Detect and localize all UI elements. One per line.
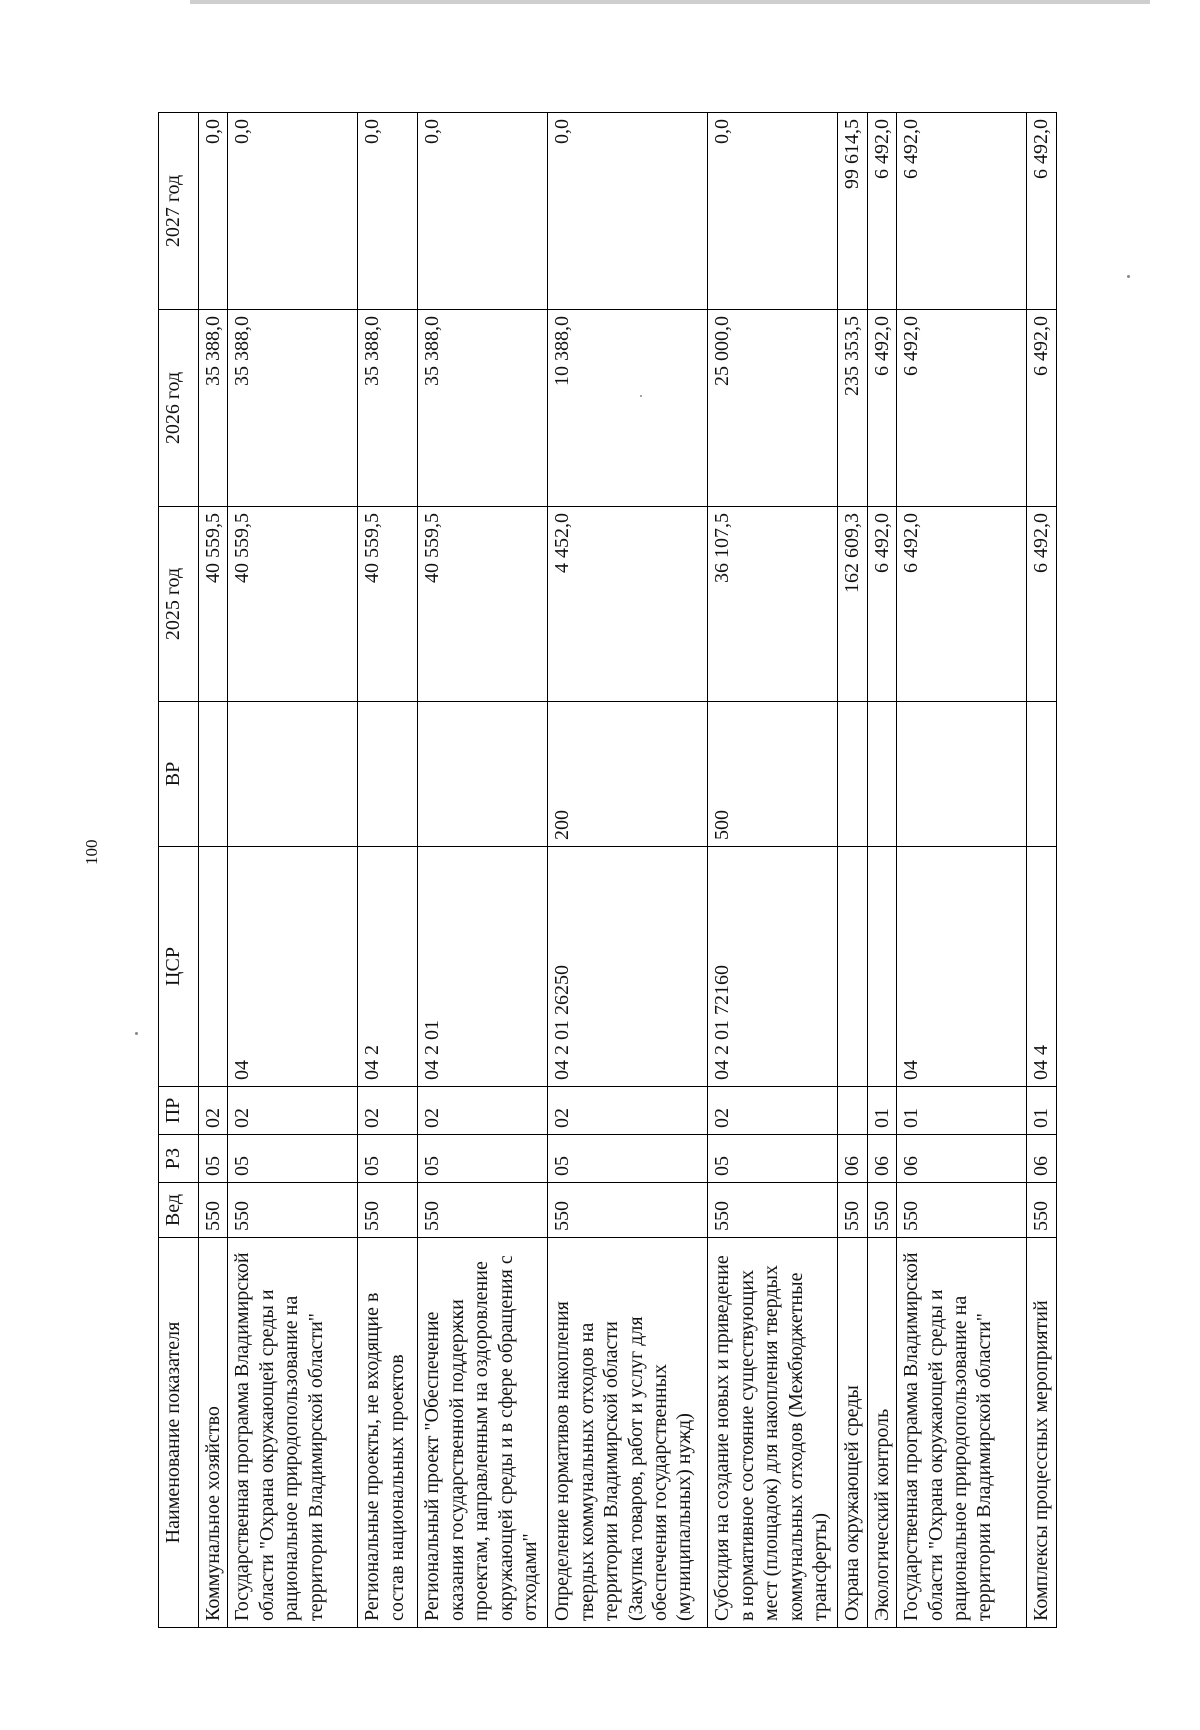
table-row [708,113,838,1628]
table-row [548,113,708,1628]
row-2027: 6 492,0 [1027,113,1056,310]
row-2026: 35 388,0 [228,310,358,507]
row-rz: 06 [1027,1135,1056,1183]
row-2025: 6 492,0 [897,507,1027,702]
table-row [358,113,418,1628]
row-ved: 550 [897,1183,1027,1238]
row-ved: 550 [199,1183,228,1238]
row-2027: 99 614,5 [838,113,867,310]
table-header-row [159,113,199,1628]
row-2025: 4 452,0 [548,507,708,702]
row-name: Экологический контроль [867,1238,896,1628]
row-csr: 04 [228,847,358,1087]
row-2026: 235 353,5 [838,310,867,507]
row-vr: 500 [708,702,838,847]
header-pr: ПР [159,1087,199,1135]
row-name: Охрана окружающей среды [838,1238,867,1628]
row-2026: 35 388,0 [199,310,228,507]
row-2026: 35 388,0 [418,310,548,507]
row-2025: 40 559,5 [228,507,358,702]
budget-table-rotated [158,113,1113,1628]
row-2026: 25 000,0 [708,310,838,507]
row-pr [838,1087,867,1135]
row-pr: 02 [418,1087,548,1135]
row-csr: 04 [897,847,1027,1087]
table-row [897,113,1027,1628]
row-2026: 6 492,0 [867,310,896,507]
row-2026: 6 492,0 [1027,310,1056,507]
row-2025: 6 492,0 [867,507,896,702]
row-name: Коммунальное хозяйство [199,1238,228,1628]
row-ved: 550 [358,1183,418,1238]
row-vr [838,702,867,847]
header-ved: Вед [159,1183,199,1238]
row-2027: 6 492,0 [867,113,896,310]
row-ved: 550 [867,1183,896,1238]
row-rz: 05 [358,1135,418,1183]
row-vr [199,702,228,847]
header-rz: РЗ [159,1135,199,1183]
row-ved: 550 [548,1183,708,1238]
row-2026: 35 388,0 [358,310,418,507]
table-row [1027,113,1056,1628]
header-name: Наименование показателя [159,1238,199,1628]
row-2025: 162 609,3 [838,507,867,702]
table-row [199,113,228,1628]
header-2027: 2027 год [159,113,199,310]
row-2026: 10 388,0 [548,310,708,507]
scan-speck [135,1032,138,1035]
row-pr: 02 [228,1087,358,1135]
table-row [418,113,548,1628]
row-vr [1027,702,1056,847]
row-rz: 05 [708,1135,838,1183]
row-rz: 06 [838,1135,867,1183]
row-vr [867,702,896,847]
row-2025: 40 559,5 [199,507,228,702]
row-csr [838,847,867,1087]
row-csr: 04 2 [358,847,418,1087]
row-name: Региональные проекты, не входящие в состав национальных проектов [358,1238,418,1628]
row-csr: 04 2 01 26250 [548,847,708,1087]
table-row [228,113,358,1628]
row-name: Государственная программа Владимирской области "Охрана окружающей среды и рациональное природопользование на территории Владимирской области" [897,1238,1027,1628]
row-2026: 6 492,0 [897,310,1027,507]
row-name: Определение нормативов накопления твердых коммунальных отходов на территории Владимирской области (Закупка товаров, работ и услуг для обеспечения государственных (муниципальных) нужд) [548,1238,708,1628]
row-csr: 04 4 [1027,847,1056,1087]
row-rz: 05 [418,1135,548,1183]
row-rz: 06 [867,1135,896,1183]
row-csr: 04 2 01 72160 [708,847,838,1087]
row-pr: 02 [708,1087,838,1135]
row-2027: 0,0 [418,113,548,310]
row-rz: 05 [548,1135,708,1183]
row-pr: 01 [867,1087,896,1135]
row-pr: 01 [897,1087,1027,1135]
row-csr [867,847,896,1087]
header-2026: 2026 год [159,310,199,507]
scan-speck [1127,275,1130,278]
row-ved: 550 [838,1183,867,1238]
page-number: 100 [82,839,101,865]
row-2025: 6 492,0 [1027,507,1056,702]
row-rz: 05 [199,1135,228,1183]
row-2025: 40 559,5 [358,507,418,702]
row-vr: 200 [548,702,708,847]
row-ved: 550 [1027,1183,1056,1238]
budget-table [158,112,1057,1628]
row-vr [358,702,418,847]
row-vr [228,702,358,847]
row-name: Государственная программа Владимирской области "Охрана окружающей среды и рациональное природопользование на территории Владимирской области" [228,1238,358,1628]
row-ved: 550 [228,1183,358,1238]
table-row [838,113,867,1628]
row-pr: 02 [358,1087,418,1135]
row-name: Комплексы процессных мероприятий [1027,1238,1056,1628]
row-pr: 02 [199,1087,228,1135]
row-ved: 550 [708,1183,838,1238]
row-csr: 04 2 01 [418,847,548,1087]
row-csr [199,847,228,1087]
header-csr: ЦСР [159,847,199,1087]
scan-top-edge [190,0,1150,4]
row-pr: 01 [1027,1087,1056,1135]
row-name: Региональный проект "Обеспечение оказания государственной поддержки проектам, направленным на оздоровление окружающей среды и в сфере обращения с отходами" [418,1238,548,1628]
row-rz: 05 [228,1135,358,1183]
row-2025: 40 559,5 [418,507,548,702]
row-2027: 0,0 [548,113,708,310]
row-2027: 0,0 [358,113,418,310]
table-row [867,113,896,1628]
row-2027: 0,0 [228,113,358,310]
row-2027: 0,0 [199,113,228,310]
row-ved: 550 [418,1183,548,1238]
row-pr: 02 [548,1087,708,1135]
header-vr: ВР [159,702,199,847]
header-2025: 2025 год [159,507,199,702]
row-vr [418,702,548,847]
row-rz: 06 [897,1135,1027,1183]
row-2027: 6 492,0 [897,113,1027,310]
row-name: Субсидия на создание новых и приведение в нормативное состояние существующих мест (площадок) для накопления твердых коммунальных отходов (Межбюджетные трансферты) [708,1238,838,1628]
row-2027: 0,0 [708,113,838,310]
row-2025: 36 107,5 [708,507,838,702]
row-vr [897,702,1027,847]
